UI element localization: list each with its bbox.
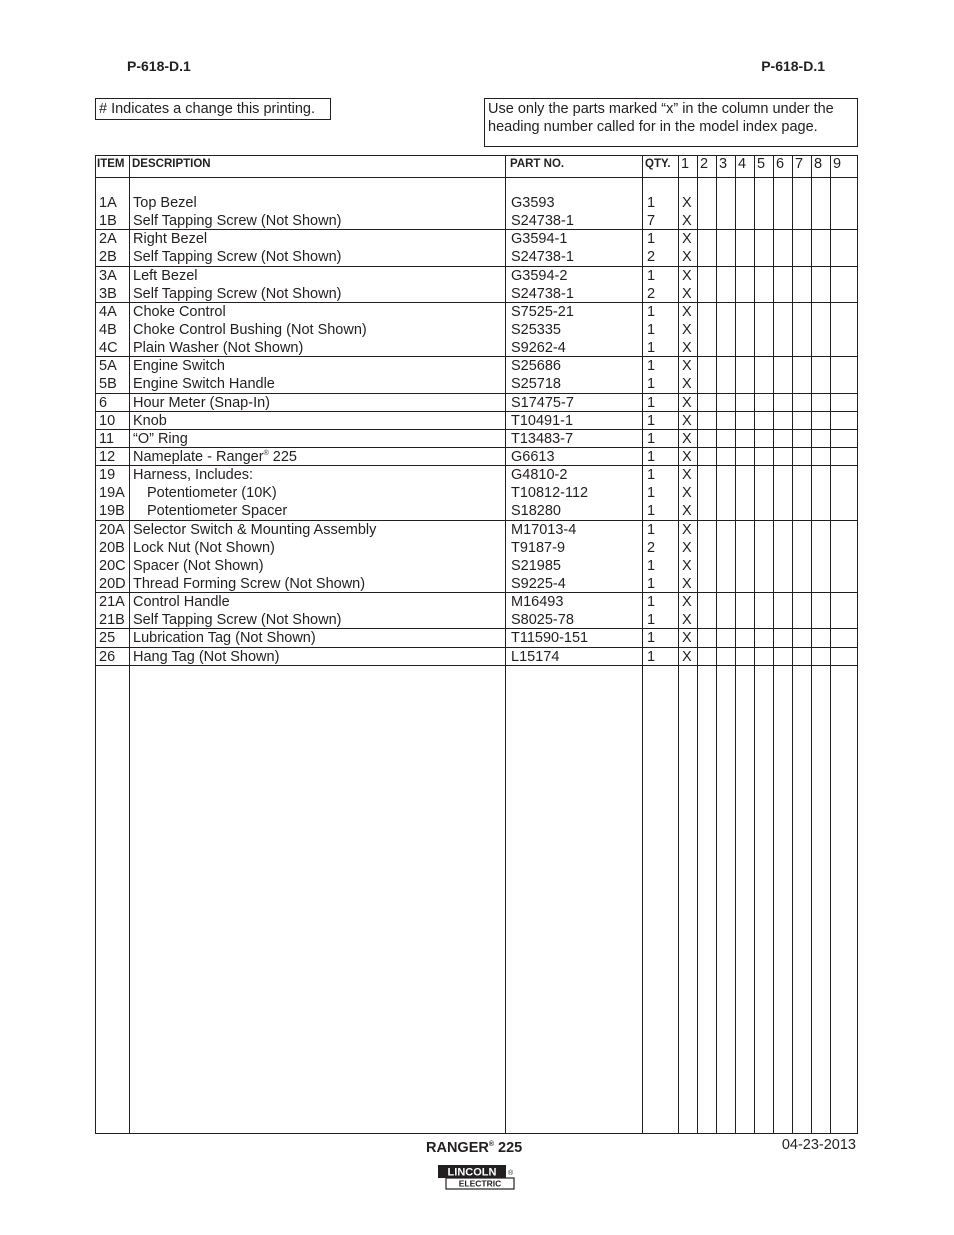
description-text: Choke Control bbox=[133, 303, 226, 320]
header-model-5: 5 bbox=[757, 156, 766, 172]
quantity: 1 bbox=[647, 412, 656, 429]
part-number: S24738-1 bbox=[511, 285, 574, 302]
description-text: Self Tapping Screw (Not Shown) bbox=[133, 249, 342, 266]
description-text: Thread Forming Screw (Not Shown) bbox=[133, 575, 366, 592]
model-1-mark: X bbox=[682, 557, 692, 574]
item-description bbox=[133, 212, 341, 230]
part-number: S8025-78 bbox=[511, 612, 574, 629]
model-1-mark: X bbox=[682, 467, 692, 484]
model-1-mark: X bbox=[682, 358, 692, 375]
table-row bbox=[96, 212, 857, 230]
description-text: Right Bezel bbox=[133, 231, 208, 248]
part-number: M17013-4 bbox=[511, 521, 577, 538]
item-number: 20C bbox=[99, 557, 126, 574]
description-text: Potentiometer (10K) bbox=[147, 485, 277, 502]
model-1-mark: X bbox=[682, 539, 692, 556]
model-1-mark: X bbox=[682, 503, 692, 520]
table-row bbox=[96, 575, 857, 593]
item-number: 3A bbox=[99, 267, 117, 284]
part-number: S7525-21 bbox=[511, 303, 574, 320]
table-row bbox=[96, 375, 857, 393]
quantity: 2 bbox=[647, 539, 656, 556]
table-row bbox=[96, 448, 857, 466]
item-description bbox=[133, 521, 376, 539]
part-number: S25718 bbox=[511, 376, 561, 393]
description-text: Self Tapping Screw (Not Shown) bbox=[133, 612, 342, 629]
model-1-mark: X bbox=[682, 594, 692, 611]
item-number: 2B bbox=[99, 249, 117, 266]
model-1-mark: X bbox=[682, 321, 692, 338]
logo-registered: ® bbox=[508, 1170, 514, 1177]
table-row bbox=[96, 611, 857, 629]
item-number: 19 bbox=[99, 467, 116, 484]
quantity: 1 bbox=[647, 358, 656, 375]
description-text: Knob bbox=[133, 412, 167, 429]
item-number: 4A bbox=[99, 303, 117, 320]
quantity: 1 bbox=[647, 430, 656, 447]
change-note: # Indicates a change this printing. bbox=[95, 98, 331, 120]
part-number: M16493 bbox=[511, 594, 564, 611]
quantity: 1 bbox=[647, 630, 656, 647]
part-number: G3594-1 bbox=[511, 231, 568, 248]
model-1-mark: X bbox=[682, 195, 692, 211]
item-description bbox=[133, 230, 207, 248]
logo-top-text: LINCOLN bbox=[447, 1166, 497, 1179]
item-description bbox=[133, 430, 188, 448]
description-text: Top Bezel bbox=[133, 195, 197, 211]
header-qty: QTY. bbox=[645, 158, 671, 170]
table-row bbox=[96, 339, 857, 357]
item-number: 5B bbox=[99, 376, 117, 393]
part-number: G3593 bbox=[511, 195, 555, 211]
table-row bbox=[96, 539, 857, 557]
model-1-mark: X bbox=[682, 448, 692, 465]
description-text: Hang Tag (Not Shown) bbox=[133, 648, 280, 665]
header-model-2: 2 bbox=[700, 156, 709, 172]
description-text: “O” Ring bbox=[133, 430, 188, 447]
footer-product-registered: ® bbox=[488, 1141, 495, 1149]
table-row bbox=[96, 466, 857, 484]
item-description bbox=[133, 248, 341, 266]
table-row bbox=[96, 394, 857, 412]
item-description bbox=[133, 267, 198, 285]
description-text: Plain Washer (Not Shown) bbox=[133, 340, 304, 357]
description-text: Choke Control Bushing (Not Shown) bbox=[133, 321, 367, 338]
quantity: 1 bbox=[647, 557, 656, 574]
table-row bbox=[96, 303, 857, 321]
item-number: 4C bbox=[99, 340, 118, 357]
item-number: 26 bbox=[99, 648, 116, 665]
item-number: 12 bbox=[99, 448, 116, 465]
part-number: T10491-1 bbox=[511, 412, 574, 429]
quantity: 1 bbox=[647, 267, 656, 284]
item-number: 19B bbox=[99, 503, 125, 520]
table-row bbox=[96, 629, 857, 647]
item-number: 4B bbox=[99, 321, 117, 338]
part-number: G6613 bbox=[511, 448, 555, 465]
description-suffix: 225 bbox=[268, 448, 297, 465]
item-number: 3B bbox=[99, 285, 117, 302]
footer-product bbox=[426, 1140, 522, 1156]
description-text: Lock Nut (Not Shown) bbox=[133, 539, 275, 556]
quantity: 1 bbox=[647, 394, 656, 411]
model-1-mark: X bbox=[682, 267, 692, 284]
description-text: Self Tapping Screw (Not Shown) bbox=[133, 213, 342, 230]
table-row bbox=[96, 521, 857, 539]
item-description bbox=[133, 321, 367, 339]
quantity: 1 bbox=[647, 503, 656, 520]
quantity: 1 bbox=[647, 612, 656, 629]
quantity: 1 bbox=[647, 195, 656, 211]
item-description bbox=[133, 285, 341, 303]
quantity: 1 bbox=[647, 448, 656, 465]
part-number: S24738-1 bbox=[511, 213, 574, 230]
header-model-8: 8 bbox=[814, 156, 823, 172]
part-number: S18280 bbox=[511, 503, 561, 520]
model-1-mark: X bbox=[682, 249, 692, 266]
footer-product-name: RANGER bbox=[426, 1140, 489, 1156]
model-1-mark: X bbox=[682, 485, 692, 502]
item-number: 11 bbox=[99, 430, 115, 447]
item-description bbox=[133, 339, 303, 357]
part-number: G4810-2 bbox=[511, 467, 568, 484]
item-number: 5A bbox=[99, 358, 117, 375]
description-text: Harness, Includes: bbox=[133, 467, 254, 484]
part-number: S9225-4 bbox=[511, 575, 566, 592]
item-number: 1B bbox=[99, 213, 117, 230]
quantity: 7 bbox=[647, 213, 656, 230]
usage-note: Use only the parts marked “x” in the column under the heading number called for in the model index page. bbox=[484, 98, 858, 147]
item-number: 20D bbox=[99, 575, 126, 592]
model-1-mark: X bbox=[682, 231, 692, 248]
item-description bbox=[133, 303, 226, 321]
quantity: 1 bbox=[647, 575, 656, 592]
item-description bbox=[133, 357, 225, 375]
description-text: Hour Meter (Snap-In) bbox=[133, 394, 270, 411]
table-row bbox=[96, 412, 857, 430]
item-description bbox=[133, 611, 341, 629]
header-part-no: PART NO. bbox=[510, 158, 565, 170]
header-description: DESCRIPTION bbox=[132, 158, 211, 170]
description-text: Engine Switch Handle bbox=[133, 376, 275, 393]
model-1-mark: X bbox=[682, 430, 692, 447]
part-number: S21985 bbox=[511, 557, 561, 574]
quantity: 1 bbox=[647, 303, 656, 320]
description-text: Engine Switch bbox=[133, 358, 225, 375]
part-number: T11590-151 bbox=[511, 630, 589, 647]
model-1-mark: X bbox=[682, 575, 692, 592]
table-row bbox=[96, 484, 857, 502]
page-code-left: P-618-D.1 bbox=[127, 58, 191, 74]
item-description bbox=[147, 484, 277, 502]
description-text: Potentiometer Spacer bbox=[147, 503, 288, 520]
item-description bbox=[133, 575, 365, 593]
model-1-mark: X bbox=[682, 648, 692, 665]
quantity: 1 bbox=[647, 467, 656, 484]
description-text: Self Tapping Screw (Not Shown) bbox=[133, 285, 342, 302]
description-text: Nameplate - Ranger bbox=[133, 448, 264, 465]
parts-table bbox=[95, 155, 858, 1134]
description-text: Lubrication Tag (Not Shown) bbox=[133, 630, 316, 647]
model-1-mark: X bbox=[682, 213, 692, 230]
model-1-mark: X bbox=[682, 285, 692, 302]
item-description bbox=[133, 629, 316, 647]
header-model-7: 7 bbox=[795, 156, 804, 172]
quantity: 1 bbox=[647, 231, 656, 248]
quantity: 2 bbox=[647, 285, 656, 302]
description-text: Left Bezel bbox=[133, 267, 198, 284]
item-description bbox=[133, 448, 297, 466]
quantity: 1 bbox=[647, 521, 656, 538]
footer-date: 04-23-2013 bbox=[781, 1137, 856, 1153]
item-description bbox=[133, 557, 264, 575]
part-number: S25686 bbox=[511, 358, 561, 375]
header-model-9: 9 bbox=[833, 156, 842, 172]
item-number: 2A bbox=[99, 231, 117, 248]
item-description bbox=[133, 375, 275, 393]
item-number: 21B bbox=[99, 612, 125, 629]
description-text: Control Handle bbox=[133, 594, 230, 611]
model-1-mark: X bbox=[682, 376, 692, 393]
item-number: 6 bbox=[99, 394, 108, 411]
header-model-1: 1 bbox=[681, 156, 690, 172]
description-text: Spacer (Not Shown) bbox=[133, 557, 264, 574]
table-row bbox=[96, 502, 857, 520]
table-row bbox=[96, 230, 857, 248]
table-body bbox=[96, 194, 857, 666]
item-description bbox=[133, 194, 197, 212]
part-number: T10812-112 bbox=[511, 485, 589, 502]
item-description bbox=[133, 394, 270, 412]
quantity: 1 bbox=[647, 594, 656, 611]
footer-product-model: 225 bbox=[494, 1140, 523, 1156]
logo-bottom-text: ELECTRIC bbox=[458, 1178, 502, 1189]
model-1-mark: X bbox=[682, 303, 692, 320]
table-row bbox=[96, 430, 857, 448]
header-model-6: 6 bbox=[776, 156, 785, 172]
part-number: S9262-4 bbox=[511, 340, 566, 357]
part-number: L15174 bbox=[511, 648, 560, 665]
header-model-4: 4 bbox=[738, 156, 747, 172]
item-description bbox=[133, 648, 279, 666]
item-number: 20A bbox=[99, 521, 125, 538]
header-model-3: 3 bbox=[719, 156, 728, 172]
quantity: 1 bbox=[647, 376, 656, 393]
header-item: ITEM bbox=[97, 158, 125, 170]
quantity: 1 bbox=[647, 321, 656, 338]
table-row bbox=[96, 267, 857, 285]
part-number: S24738-1 bbox=[511, 249, 574, 266]
table-row bbox=[96, 648, 857, 666]
item-description bbox=[133, 539, 275, 557]
part-number: T9187-9 bbox=[511, 539, 566, 556]
description-text: Selector Switch & Mounting Assembly bbox=[133, 521, 377, 538]
quantity: 1 bbox=[647, 340, 656, 357]
model-1-mark: X bbox=[682, 394, 692, 411]
table-row bbox=[96, 357, 857, 375]
part-number: T13483-7 bbox=[511, 430, 574, 447]
table-row bbox=[96, 194, 857, 212]
item-description bbox=[147, 502, 287, 520]
quantity: 1 bbox=[647, 485, 656, 502]
registered-mark: ® bbox=[263, 450, 269, 458]
model-1-mark: X bbox=[682, 340, 692, 357]
table-row bbox=[96, 321, 857, 339]
lincoln-electric-logo bbox=[437, 1164, 515, 1190]
table-row bbox=[96, 557, 857, 575]
item-number: 21A bbox=[99, 594, 125, 611]
item-number: 20B bbox=[99, 539, 125, 556]
part-number: S17475-7 bbox=[511, 394, 574, 411]
table-header bbox=[96, 156, 857, 178]
item-number: 25 bbox=[99, 630, 116, 647]
table-row bbox=[96, 593, 857, 611]
item-number: 1A bbox=[99, 195, 117, 211]
item-number: 19A bbox=[99, 485, 125, 502]
model-1-mark: X bbox=[682, 412, 692, 429]
item-description bbox=[133, 412, 167, 430]
item-description bbox=[133, 593, 230, 611]
quantity: 2 bbox=[647, 249, 656, 266]
quantity: 1 bbox=[647, 648, 656, 665]
table-row bbox=[96, 285, 857, 303]
part-number: S25335 bbox=[511, 321, 561, 338]
model-1-mark: X bbox=[682, 521, 692, 538]
page-code-right: P-618-D.1 bbox=[761, 58, 825, 74]
model-1-mark: X bbox=[682, 612, 692, 629]
model-1-mark: X bbox=[682, 630, 692, 647]
item-number: 10 bbox=[99, 412, 116, 429]
part-number: G3594-2 bbox=[511, 267, 568, 284]
item-description bbox=[133, 466, 253, 484]
table-row bbox=[96, 248, 857, 266]
